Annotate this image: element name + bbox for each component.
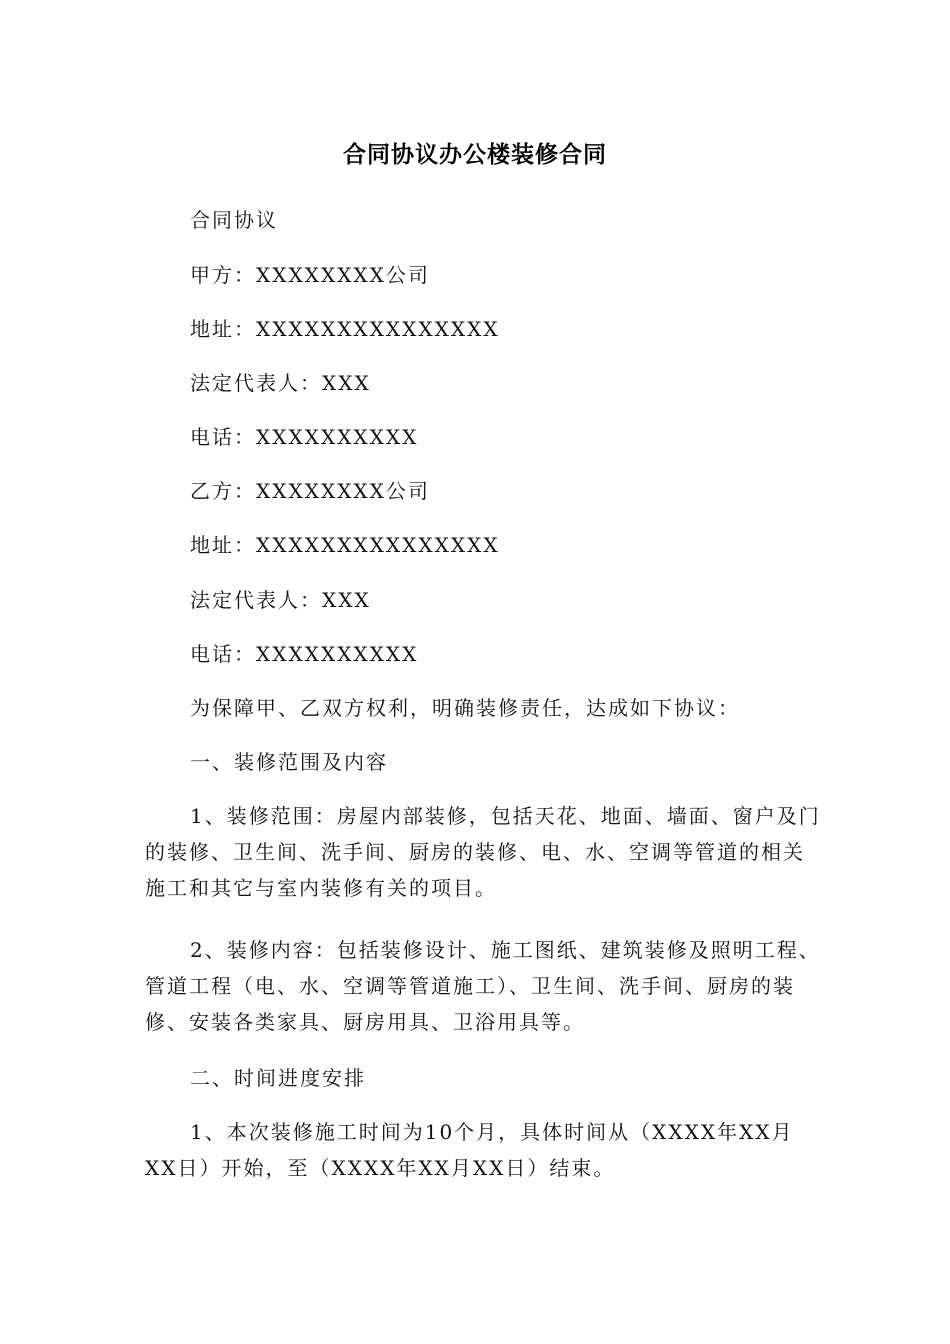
party-b-address: 地址：XXXXXXXXXXXXXXX — [190, 533, 500, 557]
party-a-name: 甲方：XXXXXXXX公司 — [190, 263, 430, 287]
agreement-intro: 为保障甲、乙双方权利，明确装修责任，达成如下协议： — [190, 696, 740, 720]
section-two-heading: 二、时间进度安排 — [190, 1066, 366, 1090]
paragraph-content: 2、装修内容：包括装修设计、施工图纸、建筑装修及照明工程、管道工程（电、水、空调等管道施工）、卫生间、洗手间、厨房的装修、安装各类家具、厨房用具、卫浴用具等。 — [145, 938, 821, 1034]
party-a-representative: 法定代表人：XXX — [190, 371, 371, 395]
document-title: 合同协议办公楼装修合同 — [343, 142, 607, 168]
paragraph-time: 1、本次装修施工时间为10个月，具体时间从（XXXX年XX月XX日）开始，至（XXXX年XX月XX日）结束。 — [145, 1120, 794, 1180]
section-one-heading: 一、装修范围及内容 — [190, 750, 388, 774]
party-b-phone: 电话：XXXXXXXXXX — [190, 642, 419, 666]
party-a-address: 地址：XXXXXXXXXXXXXXX — [190, 317, 500, 341]
contract-heading: 合同协议 — [190, 208, 278, 232]
paragraph-scope: 1、装修范围：房屋内部装修，包括天花、地面、墙面、窗户及门的装修、卫生间、洗手间、厨房的装修、电、水、空调等管道的相关施工和其它与室内装修有关的项目。 — [145, 804, 821, 900]
party-a-phone: 电话：XXXXXXXXXX — [190, 425, 419, 449]
party-b-name: 乙方：XXXXXXXX公司 — [190, 479, 430, 503]
party-b-representative: 法定代表人：XXX — [190, 588, 371, 612]
